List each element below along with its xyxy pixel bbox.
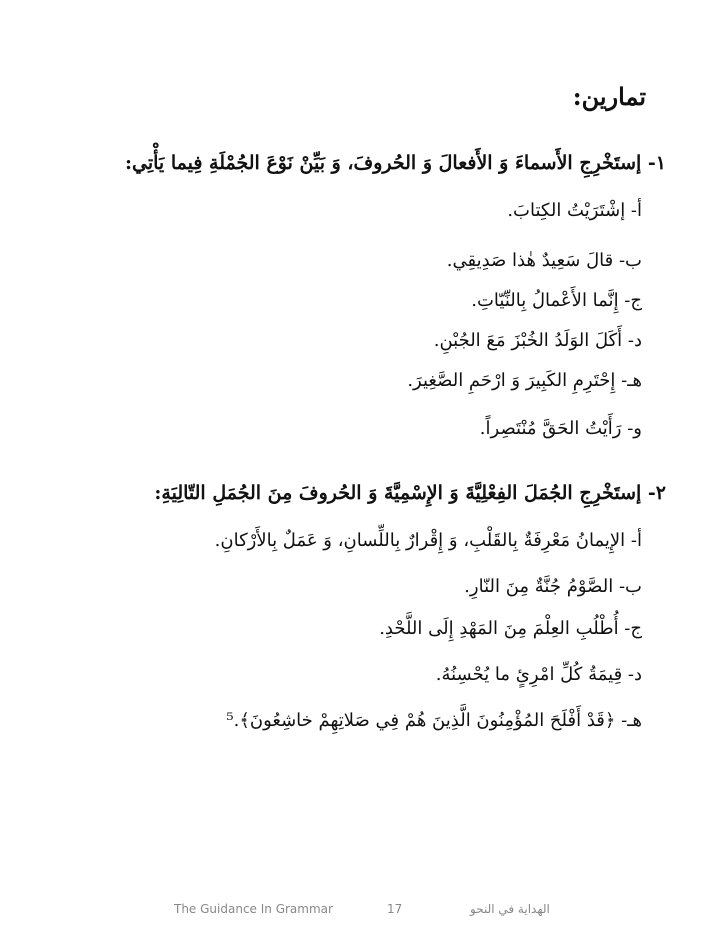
exercise-1-item-b: ب- قالَ سَعِيدٌ هٰذا صَدِيقِي.	[446, 250, 642, 271]
exercise-1-item-f: و- رَأَيْتُ الحَقَّ مُنْتَصِراً.	[479, 418, 642, 439]
exercise-2-item-d: د- قِيمَةُ كُلِّ امْرِئٍ ما يُحْسِنُهُ.	[435, 664, 642, 685]
exercise-1-item-a: أ- إشْتَرَيْتُ الكِتابَ.	[507, 200, 642, 221]
page-footer	[0, 902, 728, 942]
exercise-2-item-a: أ- الإِيمانُ مَعْرِفَةٌ بِالقَلْبِ، وَ إِقْرارٌ بِاللِّسانِ، وَ عَمَلٌ بِالأَرْكانِ.	[214, 530, 642, 551]
footer-book-title-arabic: الهداية في النحو	[470, 902, 550, 916]
exercise-1-item-d: د- أَكَلَ الوَلَدُ الخُبْزَ مَعَ الجُبْنِ.	[433, 330, 642, 351]
footer-page-number: 17	[387, 902, 403, 916]
exercise-2-item-e: هـ- ﴿قَدْ أَفْلَحَ المُؤْمِنُونَ الَّذِينَ هُمْ فِي صَلاتِهِمْ خاشِعُونَ﴾.⁵	[226, 710, 642, 731]
footer-book-title-english: The Guidance In Grammar	[174, 902, 333, 916]
exercise-1-item-c: ج- إِنَّما الأَعْمالُ بِالنِّيّاتِ.	[471, 290, 642, 311]
exercise-1-heading: ١- إستَخْرِجِ الأَسماءَ وَ الأَفعالَ وَ الحُروفَ، وَ بَيِّنْ نَوْعَ الجُمْلَةِ فِيما يَأْتِي:	[125, 152, 666, 174]
exercise-2-item-b: ب- الصَّوْمُ جُنَّةٌ مِنَ النّارِ.	[464, 576, 642, 597]
exercise-1-item-e: هـ- إِحْتَرِمِ الكَبِيرَ وَ ارْحَمِ الصَّغِيرَ.	[407, 370, 642, 391]
exercise-2-heading: ٢- إستَخْرِجِ الجُمَلَ الفِعْلِيَّةَ وَ الإِسْمِيَّةَ وَ الحُروفَ مِنَ الجُمَلِ التّالِيَةِ:	[154, 482, 666, 504]
exercise-2-item-c: ج- أُطْلُبِ العِلْمَ مِنَ المَهْدِ إِلَى اللَّحْدِ.	[379, 618, 642, 639]
page-title: تمارين:	[572, 82, 646, 111]
